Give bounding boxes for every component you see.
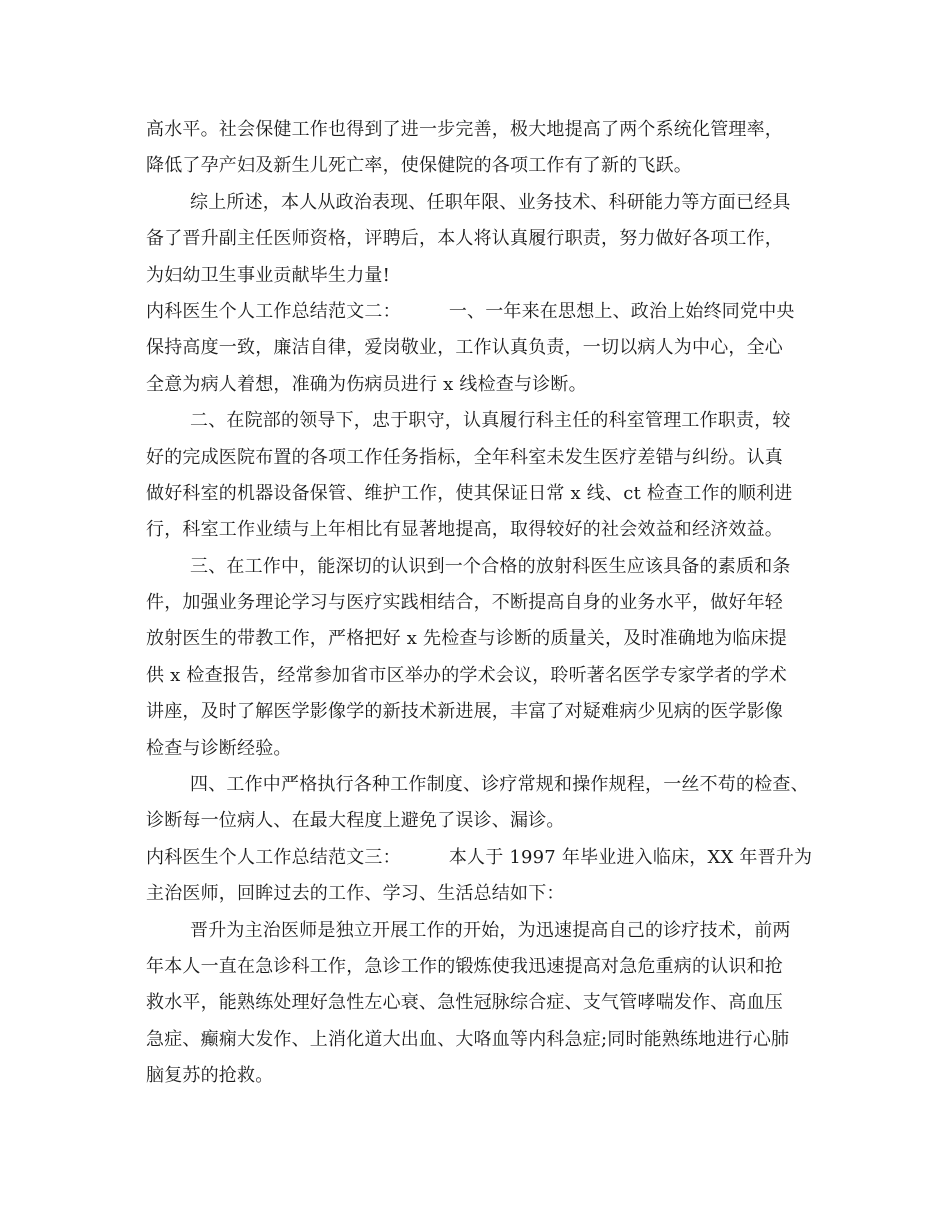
paragraph-p4	[146, 403, 812, 549]
text-line: 降低了孕产妇及新生儿死亡率，使保健院的各项工作有了新的飞跃。	[146, 155, 692, 177]
heading-line	[146, 294, 812, 330]
text-line: 检查与诊断经验。	[146, 737, 292, 759]
text-line: 诊断每一位病人、在最大程度上避免了误诊、漏诊。	[146, 810, 565, 832]
paragraph-p8	[146, 913, 812, 1095]
text-line: 二、在院部的领导下，忠于职守，认真履行科主任的科室管理工作职责，较	[190, 410, 791, 432]
text-line: 四、工作中严格执行各种工作制度、诊疗常规和操作规程，一丝不苟的检查、	[190, 774, 809, 796]
paragraph-p6	[146, 767, 812, 840]
text-line: 讲座，及时了解医学影像学的新技术新进展，丰富了对疑难病少见病的医学影像	[146, 701, 783, 723]
text-segment: 一、一年来在思想上、政治上始终同党中央	[448, 300, 795, 322]
text-line: 件，加强业务理论学习与医疗实践相结合，不断提高自身的业务水平，做好年轻	[146, 592, 783, 614]
text-line: 综上所述，本人从政治表现、任职年限、业务技术、科研能力等方面已经具	[190, 191, 791, 213]
text-line: 放射医生的带教工作，严格把好 x 先检查与诊断的质量关，及时准确地为临床提	[146, 628, 787, 650]
paragraph-p5	[146, 549, 812, 767]
text-line: 年本人一直在急诊科工作，急诊工作的锻炼使我迅速提高对急危重病的认识和抢	[146, 955, 783, 977]
text-line: 行，科室工作业绩与上年相比有显著地提高，取得较好的社会效益和经济效益。	[146, 519, 783, 541]
document-body	[146, 112, 812, 1095]
paragraph-p7	[146, 840, 812, 913]
text-line: 晋升为主治医师是独立开展工作的开始，为迅速提高自己的诊疗技术，前两	[190, 919, 791, 941]
text-line: 急症、癫痫大发作、上消化道大出血、大咯血等内科急症;同时能熟练地进行心肺	[146, 1028, 790, 1050]
text-line: 主治医师，回眸过去的工作、学习、生活总结如下：	[146, 883, 565, 905]
text-line: 供 x 检查报告，经常参加省市区举办的学术会议，聆听著名医学专家学者的学术	[146, 664, 787, 686]
text-line: 高水平。社会保健工作也得到了进一步完善，极大地提高了两个系统化管理率，	[146, 119, 783, 140]
text-line: 为妇幼卫生事业贡献毕生力量!	[146, 264, 391, 286]
heading-line	[146, 840, 812, 876]
text-line: 救水平，能熟练处理好急性左心衰、急性冠脉综合症、支气管哮喘发作、高血压	[146, 992, 783, 1014]
section-heading: 内科医生个人工作总结范文三：	[146, 846, 401, 868]
paragraph-p1	[146, 112, 812, 185]
paragraph-p3	[146, 294, 812, 403]
text-line: 备了晋升副主任医师资格，评聘后，本人将认真履行职责，努力做好各项工作，	[146, 228, 783, 250]
text-line: 脑复苏的抢救。	[146, 1065, 274, 1087]
text-line: 全意为病人着想，准确为伤病员进行 x 线检查与诊断。	[146, 373, 587, 395]
paragraph-p2	[146, 185, 812, 294]
text-line: 好的完成医院布置的各项工作任务指标，全年科室未发生医疗差错与纠纷。认真	[146, 446, 783, 468]
text-segment: 本人于 1997 年毕业进入临床，XX 年晋升为	[448, 846, 813, 868]
section-heading: 内科医生个人工作总结范文二：	[146, 300, 401, 322]
text-line: 保持高度一致，廉洁自律，爱岗敬业，工作认真负责，一切以病人为中心，全心	[146, 337, 783, 359]
text-line: 做好科室的机器设备保管、维护工作，使其保证日常 x 线、ct 检查工作的顺利进	[146, 482, 793, 504]
text-line: 三、在工作中，能深切的认识到一个合格的放射科医生应该具备的素质和条	[190, 555, 791, 577]
